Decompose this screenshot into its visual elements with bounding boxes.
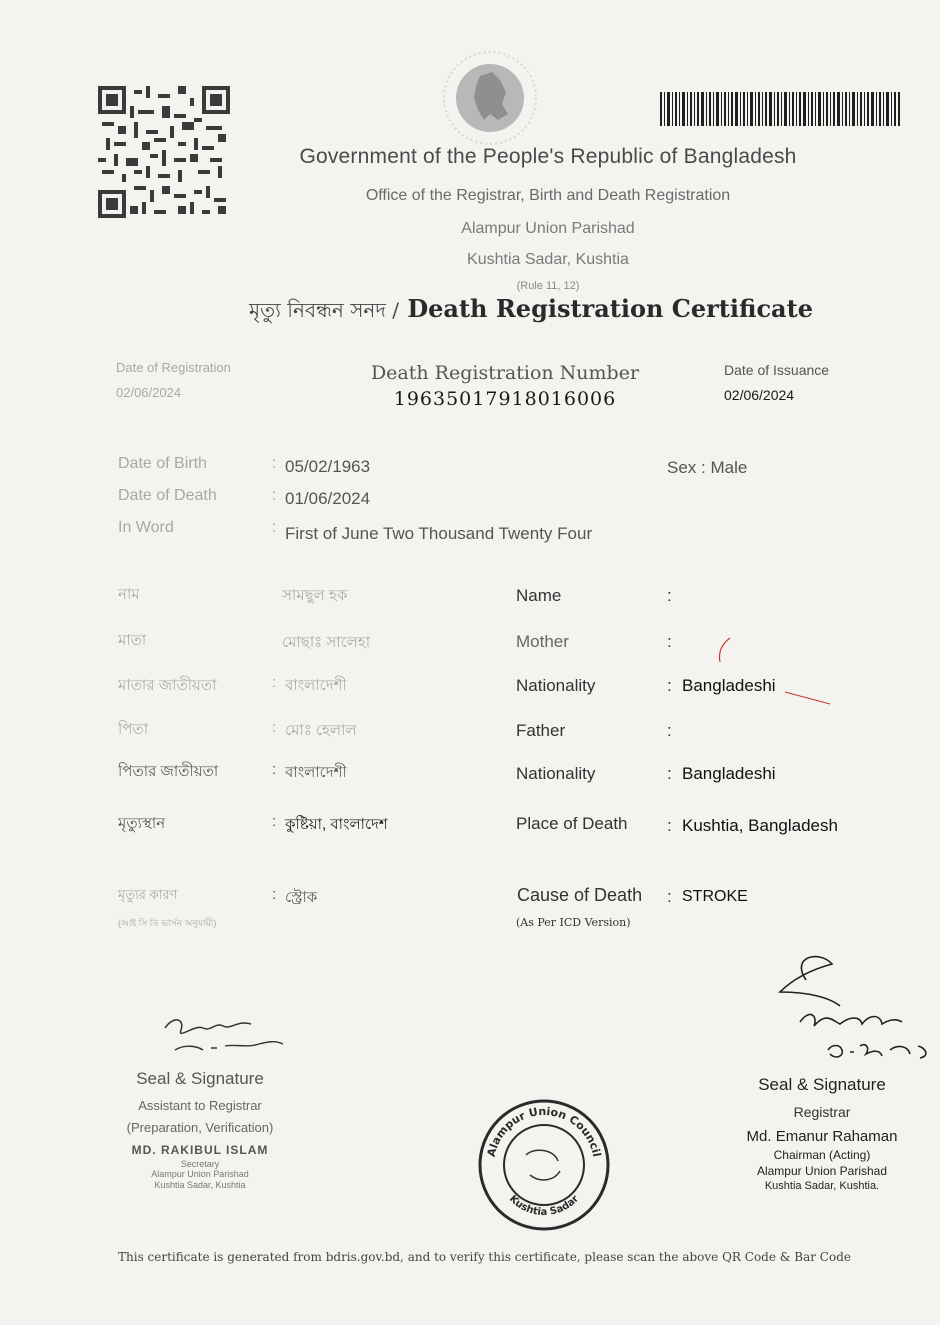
cause-icd-sublabel: (As Per ICD Version) <box>516 916 631 929</box>
bn-place-of-death-label: মৃত্যুস্থান <box>118 815 166 832</box>
bn-father-nationality-value: বাংলাদেশী <box>285 764 347 781</box>
certificate-title-bn: মৃত্যু নিবন্ধন সনদ / <box>249 298 399 322</box>
certificate-title-en: Death Registration Certificate <box>407 294 813 323</box>
registration-number-value: 19635017918016006 <box>393 388 617 410</box>
left-name: MD. RAKIBUL ISLAM <box>131 1142 269 1157</box>
in-word-value: First of June Two Thousand Twenty Four <box>285 524 593 543</box>
left-handwritten-signature <box>155 1010 295 1065</box>
bn-cause-sublabel: (আই সি ডি ভার্সন অনুযায়ী) <box>118 918 217 928</box>
date-of-death-value: 01/06/2024 <box>285 489 371 508</box>
pen-mark <box>690 630 840 710</box>
left-district: Kushtia Sadar, Kushtia <box>154 1180 246 1191</box>
right-name: Md. Emanur Rahaman <box>746 1127 898 1145</box>
left-signature-block <box>90 1066 310 1191</box>
left-seal-label: Seal & Signature <box>136 1069 264 1088</box>
bn-father-label: পিতা <box>118 721 149 738</box>
right-role: Registrar <box>793 1103 851 1120</box>
right-office: Alampur Union Parishad <box>756 1163 888 1178</box>
cause-of-death-label: Cause of Death <box>517 885 643 905</box>
sex-value: Sex : Male <box>667 458 748 477</box>
bn-mother-nationality-label: মাতার জাতীয়তা <box>118 677 217 694</box>
barcode-image <box>660 92 900 126</box>
father-nationality-value: Bangladeshi <box>682 764 776 783</box>
left-office: Alampur Union Parishad <box>151 1169 249 1180</box>
verification-footer: This certificate is generated from bdris.gov.bd, and to verify this certificate, please scan the above QR Code & Bar Code <box>118 1250 851 1264</box>
right-handwritten-signature <box>770 950 940 1070</box>
bn-name-label: নাম <box>118 586 140 603</box>
issuance-date-label: Date of Issuance <box>724 362 830 378</box>
bn-cause-label: মৃত্যুর কারণ <box>118 887 178 902</box>
place-of-death-value: Kushtia, Bangladesh <box>682 816 838 835</box>
father-label: Father <box>516 721 566 740</box>
district-heading: Kushtia Sadar, Kushtia <box>467 251 629 268</box>
date-of-birth-label: Date of Birth <box>118 455 207 472</box>
father-nationality-label: Nationality <box>516 764 596 783</box>
bn-mother-value: মোছাঃ সালেহা <box>282 634 371 651</box>
issuance-date-value: 02/06/2024 <box>724 387 795 403</box>
registration-date-label: Date of Registration <box>116 360 231 375</box>
bn-mother-label: মাতা <box>118 632 147 649</box>
in-word-label: In Word <box>118 519 174 536</box>
bn-place-of-death-value: কুষ্টিয়া, বাংলাদেশ <box>285 816 388 833</box>
left-role: Assistant to Registrar <box>138 1097 262 1113</box>
right-signature-block <box>712 1072 932 1193</box>
left-role-sub: (Preparation, Verification) <box>126 1120 274 1135</box>
bn-mother-nationality-value: বাংলাদেশী <box>285 677 347 694</box>
registration-number-label: Death Registration Number <box>370 362 640 384</box>
certificate-title <box>0 294 940 329</box>
seal-text-bottom: Kushtia Sadar <box>506 1193 582 1219</box>
mother-label: Mother <box>516 632 569 651</box>
name-label: Name <box>516 586 562 605</box>
bn-father-value: মোঃ হেলাল <box>285 722 357 739</box>
mother-nationality-value: Bangladeshi <box>682 676 776 695</box>
bn-father-nationality-label: পিতার জাতীয়তা <box>118 763 219 780</box>
union-heading: Alampur Union Parishad <box>461 220 635 237</box>
bangladesh-emblem-icon <box>440 48 540 148</box>
right-seal-label: Seal & Signature <box>758 1075 886 1094</box>
seal-text-top: Alampur Union Council <box>484 1104 604 1159</box>
date-of-death-label: Date of Death <box>118 487 217 504</box>
left-title: Secretary <box>180 1158 220 1169</box>
place-of-death-label: Place of Death <box>516 814 628 833</box>
cause-of-death-value: STROKE <box>682 888 748 905</box>
union-council-seal <box>474 1095 614 1235</box>
mother-nationality-label: Nationality <box>516 676 596 695</box>
right-district: Kushtia Sadar, Kushtia. <box>764 1180 880 1193</box>
office-heading: Office of the Registrar, Birth and Death Registration <box>365 187 731 204</box>
bn-cause-value: স্ট্রোক <box>285 889 318 906</box>
bn-name-value: সামছুল হক <box>282 587 348 604</box>
right-title: Chairman (Acting) <box>773 1148 871 1162</box>
rule-reference: (Rule 11, 12) <box>516 280 580 292</box>
date-of-birth-value: 05/02/1963 <box>285 457 371 476</box>
government-heading: Government of the People's Republic of Bangladesh <box>299 145 797 168</box>
registration-date-value: 02/06/2024 <box>116 385 182 400</box>
